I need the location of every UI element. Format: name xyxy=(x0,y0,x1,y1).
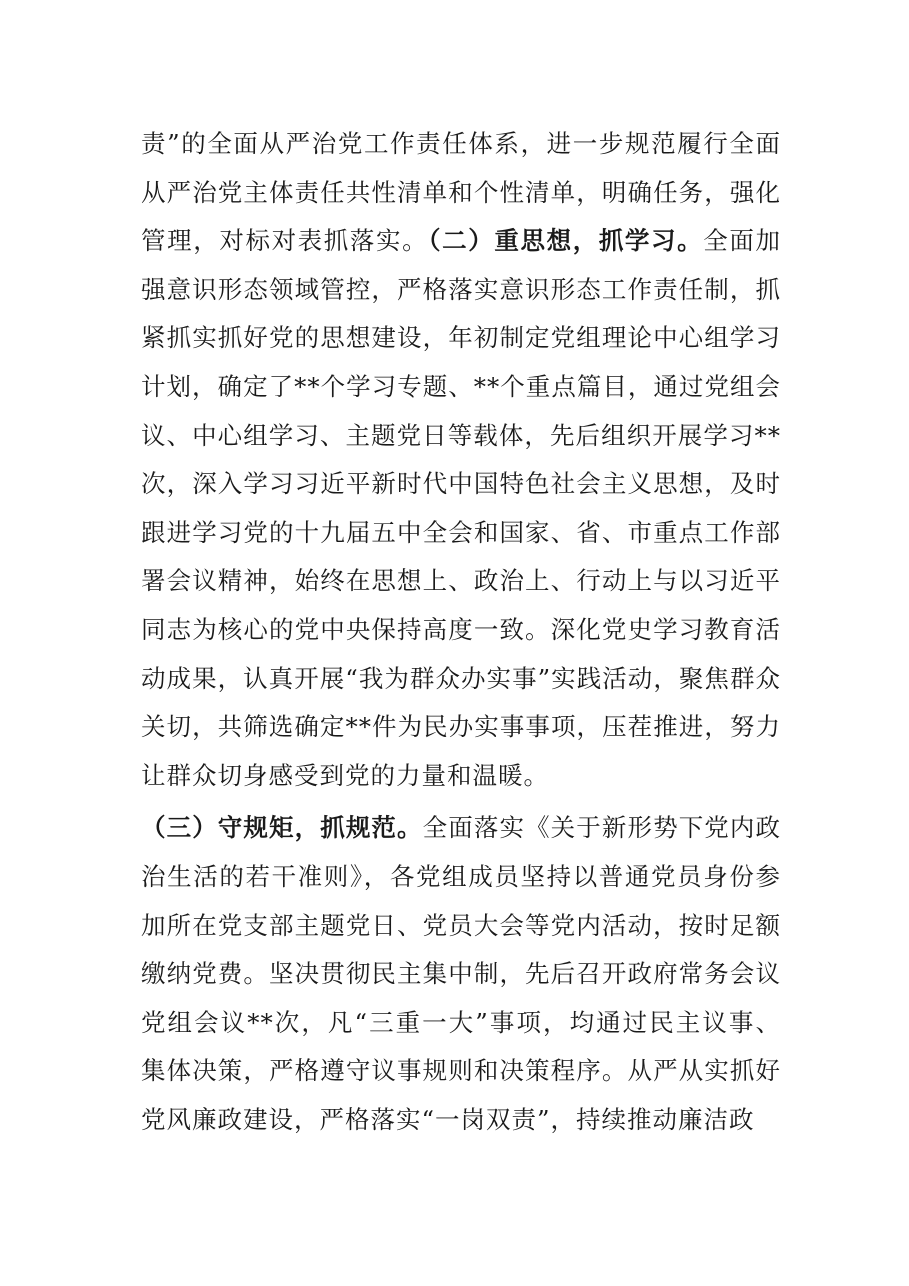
paragraph-text: 责”的全面从严治党工作责任体系，进一步规范履行全面从严治党主体责任共性清单和个性清单，明确任务，强化管理，对标对表抓落实。 xyxy=(141,129,781,256)
document-body xyxy=(141,120,781,1144)
paragraph-text: 全面落实《关于新形势下党内政治生活的若干准则》，各党组成员坚持以普通党员身份参加所在党支部主题党日、党员大会等党内活动，按时足额缴纳党费。坚决贯彻民主集中制，先后召开政府常务会议党组会议**次，凡“三重一大”事项，均通过民主议事、集体决策，严格遵守议事规则和决策程序。从严从实抓好党风廉政建设，严格落实“一岗双责”，持续推动廉洁政 xyxy=(141,813,782,1134)
section-heading-2: （二）重思想，抓学习。 xyxy=(428,226,704,256)
paragraph xyxy=(141,804,781,1144)
paragraph xyxy=(141,120,781,800)
section-heading-3: （三）守规矩，抓规范。 xyxy=(141,813,423,843)
paragraph-text: 全面加强意识形态领域管控，严格落实意识形态工作责任制，抓紧抓实抓好党的思想建设，年初制定党组理论中心组学习计划，确定了**个学习专题、**个重点篇目，通过党组会议、中心组学习、主题党日等载体，先后组织开展学习**次，深入学习习近平新时代中国特色社会主义思想，及时跟进学习党的十九届五中全会和国家、省、市重点工作部署会议精神，始终在思想上、政治上、行动上与以习近平同志为核心的党中央保持高度一致。深化党史学习教育活动成果，认真开展“我为群众办实事”实践活动，聚焦群众关切，共筛选确定**件为民办实事事项，压茬推进，努力让群众切身感受到党的力量和温暖。 xyxy=(141,226,782,790)
